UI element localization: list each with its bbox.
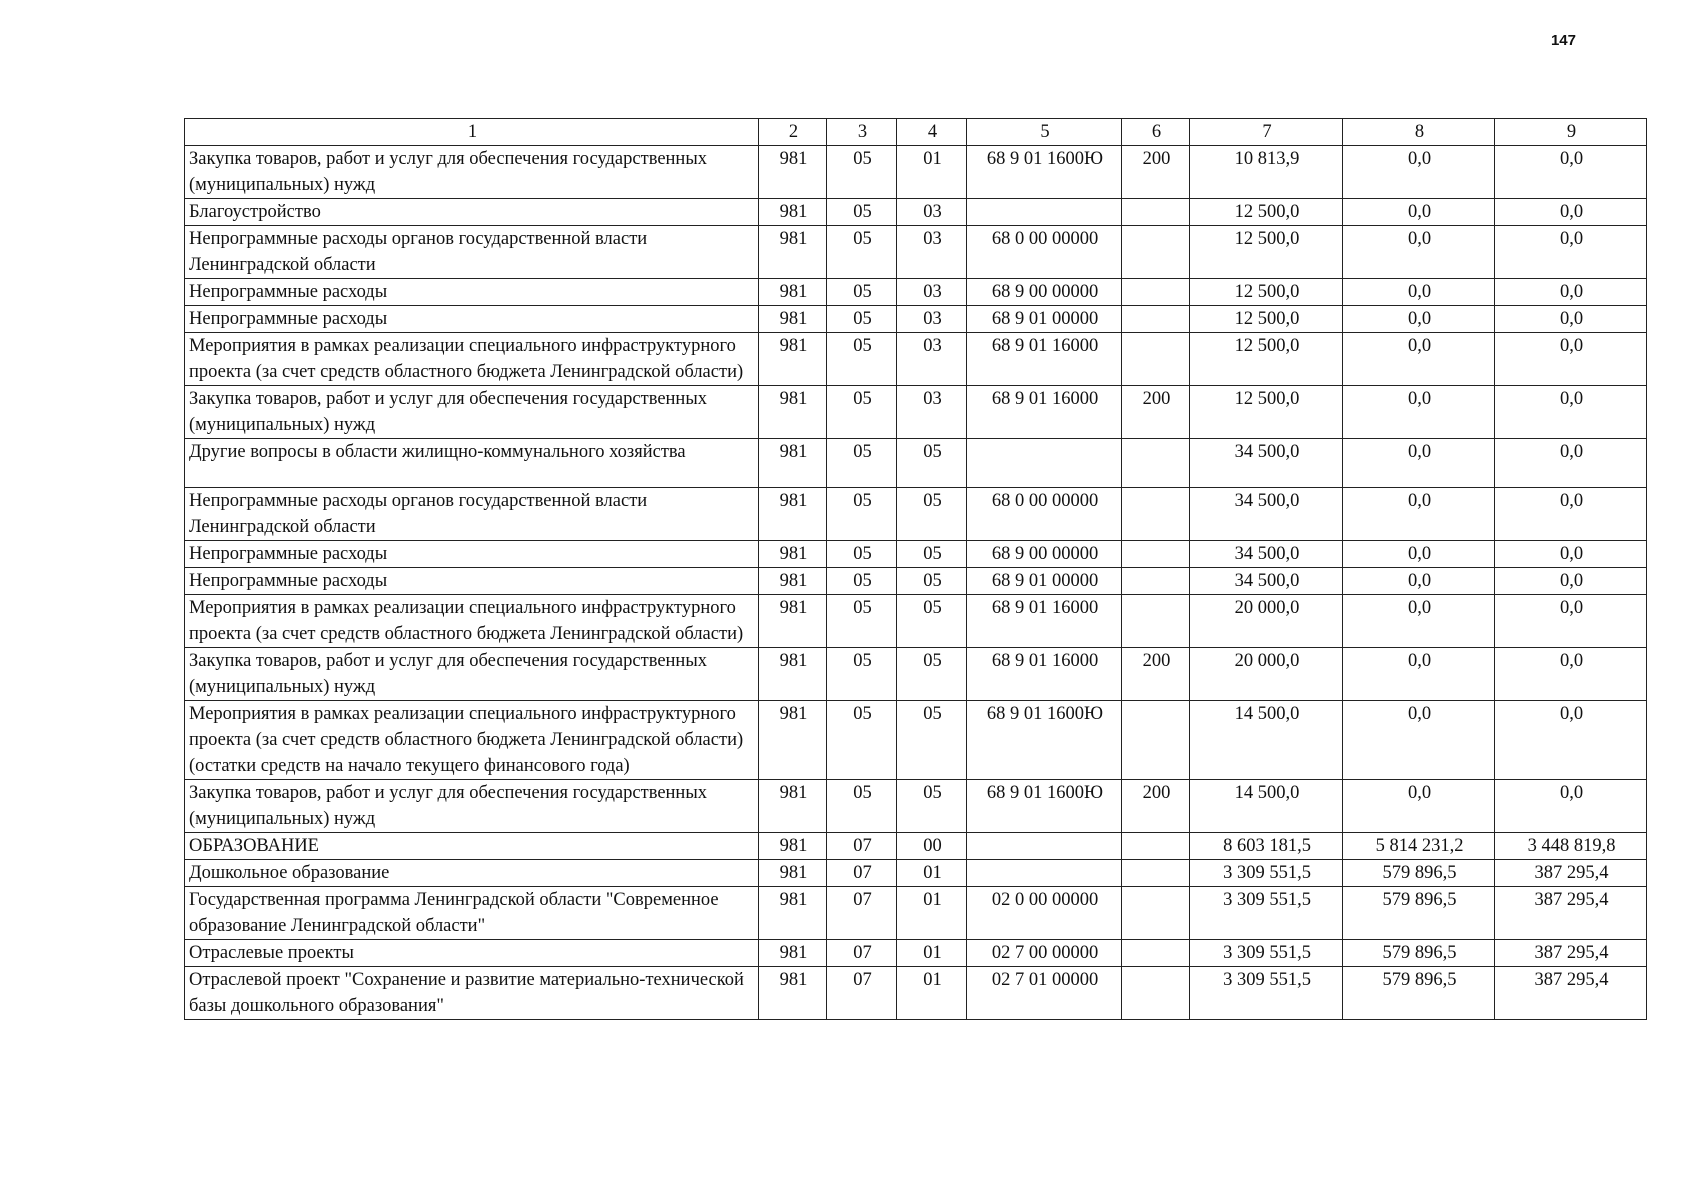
expense-type-cell: [1122, 568, 1190, 595]
expense-type-cell: [1122, 199, 1190, 226]
subsection-cell: 03: [897, 386, 967, 439]
row-name-cell: Отраслевые проекты: [185, 940, 759, 967]
admin-code-cell: 981: [759, 940, 827, 967]
row-name-cell: Мероприятия в рамках реализации специального инфраструктурного проекта (за счет средств областного бюджета Ленинградской области): [185, 333, 759, 386]
amount-year2-cell: 0,0: [1343, 439, 1495, 488]
row-name-cell: Другие вопросы в области жилищно-коммунального хозяйства: [185, 439, 759, 488]
section-cell: 07: [827, 967, 897, 1020]
admin-code-cell: 981: [759, 386, 827, 439]
amount-year1-cell: 14 500,0: [1190, 780, 1343, 833]
admin-code-cell: 981: [759, 488, 827, 541]
column-header: 7: [1190, 119, 1343, 146]
expense-type-cell: 200: [1122, 146, 1190, 199]
target-article-cell: 68 9 01 16000: [967, 333, 1122, 386]
amount-year1-cell: 12 500,0: [1190, 199, 1343, 226]
subsection-cell: 01: [897, 146, 967, 199]
subsection-cell: 03: [897, 279, 967, 306]
expense-type-cell: [1122, 701, 1190, 780]
subsection-cell: 05: [897, 648, 967, 701]
column-header: 6: [1122, 119, 1190, 146]
subsection-cell: 05: [897, 541, 967, 568]
admin-code-cell: 981: [759, 146, 827, 199]
admin-code-cell: 981: [759, 887, 827, 940]
target-article-cell: 02 0 00 00000: [967, 887, 1122, 940]
amount-year3-cell: 0,0: [1495, 306, 1647, 333]
table-row: [185, 967, 1647, 1020]
target-article-cell: 68 9 01 1600Ю: [967, 701, 1122, 780]
table-row: [185, 595, 1647, 648]
amount-year3-cell: 0,0: [1495, 648, 1647, 701]
subsection-cell: 03: [897, 306, 967, 333]
expense-type-cell: [1122, 279, 1190, 306]
expense-type-cell: [1122, 833, 1190, 860]
amount-year2-cell: 0,0: [1343, 333, 1495, 386]
row-name-cell: Закупка товаров, работ и услуг для обеспечения государственных (муниципальных) нужд: [185, 386, 759, 439]
subsection-cell: 03: [897, 226, 967, 279]
amount-year2-cell: 579 896,5: [1343, 887, 1495, 940]
admin-code-cell: 981: [759, 967, 827, 1020]
section-cell: 05: [827, 780, 897, 833]
table-row: [185, 226, 1647, 279]
subsection-cell: 05: [897, 488, 967, 541]
amount-year1-cell: 3 309 551,5: [1190, 860, 1343, 887]
amount-year3-cell: 0,0: [1495, 226, 1647, 279]
row-name-cell: Благоустройство: [185, 199, 759, 226]
amount-year3-cell: 0,0: [1495, 279, 1647, 306]
expense-type-cell: 200: [1122, 780, 1190, 833]
amount-year3-cell: 387 295,4: [1495, 967, 1647, 1020]
admin-code-cell: 981: [759, 648, 827, 701]
table-row: [185, 279, 1647, 306]
row-name-cell: Закупка товаров, работ и услуг для обеспечения государственных (муниципальных) нужд: [185, 780, 759, 833]
admin-code-cell: 981: [759, 226, 827, 279]
row-name-cell: Закупка товаров, работ и услуг для обеспечения государственных (муниципальных) нужд: [185, 146, 759, 199]
subsection-cell: 01: [897, 967, 967, 1020]
table-row: [185, 439, 1647, 488]
section-cell: 07: [827, 833, 897, 860]
amount-year1-cell: 8 603 181,5: [1190, 833, 1343, 860]
amount-year2-cell: 579 896,5: [1343, 940, 1495, 967]
amount-year3-cell: 387 295,4: [1495, 860, 1647, 887]
admin-code-cell: 981: [759, 860, 827, 887]
amount-year1-cell: 3 309 551,5: [1190, 887, 1343, 940]
subsection-cell: 05: [897, 701, 967, 780]
amount-year3-cell: 0,0: [1495, 199, 1647, 226]
subsection-cell: 01: [897, 860, 967, 887]
row-name-cell: ОБРАЗОВАНИЕ: [185, 833, 759, 860]
row-name-cell: Непрограммные расходы: [185, 541, 759, 568]
table-row: [185, 199, 1647, 226]
amount-year1-cell: 12 500,0: [1190, 279, 1343, 306]
amount-year2-cell: 0,0: [1343, 701, 1495, 780]
section-cell: 05: [827, 648, 897, 701]
amount-year1-cell: 12 500,0: [1190, 226, 1343, 279]
amount-year1-cell: 34 500,0: [1190, 439, 1343, 488]
row-name-cell: Дошкольное образование: [185, 860, 759, 887]
column-header: 5: [967, 119, 1122, 146]
expense-type-cell: [1122, 541, 1190, 568]
expense-type-cell: [1122, 940, 1190, 967]
row-name-cell: Мероприятия в рамках реализации специального инфраструктурного проекта (за счет средств областного бюджета Ленинградской области): [185, 595, 759, 648]
target-article-cell: 68 9 01 1600Ю: [967, 780, 1122, 833]
subsection-cell: 05: [897, 439, 967, 488]
table-row: [185, 386, 1647, 439]
admin-code-cell: 981: [759, 833, 827, 860]
row-name-cell: Мероприятия в рамках реализации специального инфраструктурного проекта (за счет средств областного бюджета Ленинградской области) (остатки средств на начало текущего финансового года): [185, 701, 759, 780]
target-article-cell: 68 9 00 00000: [967, 279, 1122, 306]
expense-type-cell: [1122, 887, 1190, 940]
amount-year3-cell: 0,0: [1495, 439, 1647, 488]
subsection-cell: 01: [897, 940, 967, 967]
amount-year2-cell: 0,0: [1343, 226, 1495, 279]
table-row: [185, 701, 1647, 780]
target-article-cell: [967, 199, 1122, 226]
budget-table: [184, 118, 1647, 1020]
target-article-cell: 02 7 00 00000: [967, 940, 1122, 967]
section-cell: 05: [827, 488, 897, 541]
subsection-cell: 05: [897, 568, 967, 595]
target-article-cell: [967, 439, 1122, 488]
amount-year1-cell: 20 000,0: [1190, 648, 1343, 701]
expense-type-cell: [1122, 333, 1190, 386]
amount-year1-cell: 34 500,0: [1190, 541, 1343, 568]
target-article-cell: 02 7 01 00000: [967, 967, 1122, 1020]
amount-year2-cell: 0,0: [1343, 146, 1495, 199]
target-article-cell: 68 0 00 00000: [967, 226, 1122, 279]
section-cell: 05: [827, 386, 897, 439]
subsection-cell: 00: [897, 833, 967, 860]
subsection-cell: 03: [897, 333, 967, 386]
column-header: 3: [827, 119, 897, 146]
column-header: 4: [897, 119, 967, 146]
amount-year3-cell: 0,0: [1495, 333, 1647, 386]
column-number-row: [185, 119, 1647, 146]
amount-year2-cell: 579 896,5: [1343, 967, 1495, 1020]
admin-code-cell: 981: [759, 780, 827, 833]
amount-year1-cell: 12 500,0: [1190, 306, 1343, 333]
row-name-cell: Отраслевой проект "Сохранение и развитие материально-технической базы дошкольного образования": [185, 967, 759, 1020]
amount-year3-cell: 0,0: [1495, 701, 1647, 780]
section-cell: 05: [827, 541, 897, 568]
column-header: 8: [1343, 119, 1495, 146]
subsection-cell: 03: [897, 199, 967, 226]
row-name-cell: Непрограммные расходы органов государственной власти Ленинградской области: [185, 488, 759, 541]
admin-code-cell: 981: [759, 541, 827, 568]
row-name-cell: Государственная программа Ленинградской области "Современное образование Ленинградской области": [185, 887, 759, 940]
table-row: [185, 541, 1647, 568]
amount-year3-cell: 0,0: [1495, 488, 1647, 541]
amount-year3-cell: 0,0: [1495, 595, 1647, 648]
table-row: [185, 833, 1647, 860]
expense-type-cell: 200: [1122, 386, 1190, 439]
section-cell: 07: [827, 887, 897, 940]
section-cell: 05: [827, 226, 897, 279]
amount-year1-cell: 3 309 551,5: [1190, 967, 1343, 1020]
admin-code-cell: 981: [759, 333, 827, 386]
page-number: 147: [1550, 32, 1576, 49]
amount-year3-cell: 0,0: [1495, 541, 1647, 568]
amount-year1-cell: 3 309 551,5: [1190, 940, 1343, 967]
table-row: [185, 887, 1647, 940]
expense-type-cell: [1122, 439, 1190, 488]
table-row: [185, 146, 1647, 199]
admin-code-cell: 981: [759, 439, 827, 488]
target-article-cell: 68 9 01 00000: [967, 306, 1122, 333]
section-cell: 07: [827, 940, 897, 967]
amount-year2-cell: 0,0: [1343, 199, 1495, 226]
amount-year3-cell: 387 295,4: [1495, 887, 1647, 940]
expense-type-cell: [1122, 306, 1190, 333]
column-header: 9: [1495, 119, 1647, 146]
table-row: [185, 568, 1647, 595]
section-cell: 05: [827, 333, 897, 386]
row-name-cell: Непрограммные расходы: [185, 568, 759, 595]
section-cell: 05: [827, 701, 897, 780]
target-article-cell: 68 9 01 16000: [967, 386, 1122, 439]
target-article-cell: [967, 860, 1122, 887]
table-row: [185, 488, 1647, 541]
target-article-cell: 68 9 01 00000: [967, 568, 1122, 595]
amount-year3-cell: 0,0: [1495, 146, 1647, 199]
expense-type-cell: 200: [1122, 648, 1190, 701]
target-article-cell: 68 0 00 00000: [967, 488, 1122, 541]
table-body: [185, 119, 1647, 1020]
amount-year3-cell: 0,0: [1495, 386, 1647, 439]
section-cell: 05: [827, 568, 897, 595]
target-article-cell: 68 9 01 16000: [967, 648, 1122, 701]
table-row: [185, 860, 1647, 887]
amount-year2-cell: 0,0: [1343, 595, 1495, 648]
section-cell: 05: [827, 439, 897, 488]
target-article-cell: 68 9 00 00000: [967, 541, 1122, 568]
amount-year2-cell: 5 814 231,2: [1343, 833, 1495, 860]
amount-year2-cell: 0,0: [1343, 488, 1495, 541]
expense-type-cell: [1122, 226, 1190, 279]
table-row: [185, 940, 1647, 967]
table-row: [185, 780, 1647, 833]
section-cell: 05: [827, 279, 897, 306]
table-row: [185, 333, 1647, 386]
admin-code-cell: 981: [759, 279, 827, 306]
admin-code-cell: 981: [759, 595, 827, 648]
expense-type-cell: [1122, 967, 1190, 1020]
amount-year2-cell: 0,0: [1343, 306, 1495, 333]
amount-year3-cell: 0,0: [1495, 780, 1647, 833]
amount-year1-cell: 20 000,0: [1190, 595, 1343, 648]
amount-year1-cell: 34 500,0: [1190, 488, 1343, 541]
row-name-cell: Непрограммные расходы: [185, 279, 759, 306]
admin-code-cell: 981: [759, 568, 827, 595]
section-cell: 07: [827, 860, 897, 887]
target-article-cell: 68 9 01 16000: [967, 595, 1122, 648]
amount-year2-cell: 0,0: [1343, 780, 1495, 833]
row-name-cell: Закупка товаров, работ и услуг для обеспечения государственных (муниципальных) нужд: [185, 648, 759, 701]
admin-code-cell: 981: [759, 701, 827, 780]
target-article-cell: [967, 833, 1122, 860]
table-row: [185, 306, 1647, 333]
amount-year2-cell: 0,0: [1343, 541, 1495, 568]
amount-year1-cell: 34 500,0: [1190, 568, 1343, 595]
expense-type-cell: [1122, 488, 1190, 541]
admin-code-cell: 981: [759, 306, 827, 333]
section-cell: 05: [827, 199, 897, 226]
admin-code-cell: 981: [759, 199, 827, 226]
column-header: 2: [759, 119, 827, 146]
subsection-cell: 05: [897, 595, 967, 648]
expense-type-cell: [1122, 595, 1190, 648]
amount-year1-cell: 12 500,0: [1190, 333, 1343, 386]
subsection-cell: 01: [897, 887, 967, 940]
amount-year1-cell: 14 500,0: [1190, 701, 1343, 780]
table-row: [185, 648, 1647, 701]
section-cell: 05: [827, 595, 897, 648]
expense-type-cell: [1122, 860, 1190, 887]
row-name-cell: Непрограммные расходы: [185, 306, 759, 333]
subsection-cell: 05: [897, 780, 967, 833]
amount-year2-cell: 579 896,5: [1343, 860, 1495, 887]
column-header: 1: [185, 119, 759, 146]
section-cell: 05: [827, 146, 897, 199]
amount-year2-cell: 0,0: [1343, 279, 1495, 306]
amount-year2-cell: 0,0: [1343, 648, 1495, 701]
target-article-cell: 68 9 01 1600Ю: [967, 146, 1122, 199]
amount-year1-cell: 12 500,0: [1190, 386, 1343, 439]
amount-year1-cell: 10 813,9: [1190, 146, 1343, 199]
amount-year2-cell: 0,0: [1343, 386, 1495, 439]
amount-year3-cell: 387 295,4: [1495, 940, 1647, 967]
amount-year3-cell: 0,0: [1495, 568, 1647, 595]
section-cell: 05: [827, 306, 897, 333]
amount-year3-cell: 3 448 819,8: [1495, 833, 1647, 860]
row-name-cell: Непрограммные расходы органов государственной власти Ленинградской области: [185, 226, 759, 279]
amount-year2-cell: 0,0: [1343, 568, 1495, 595]
